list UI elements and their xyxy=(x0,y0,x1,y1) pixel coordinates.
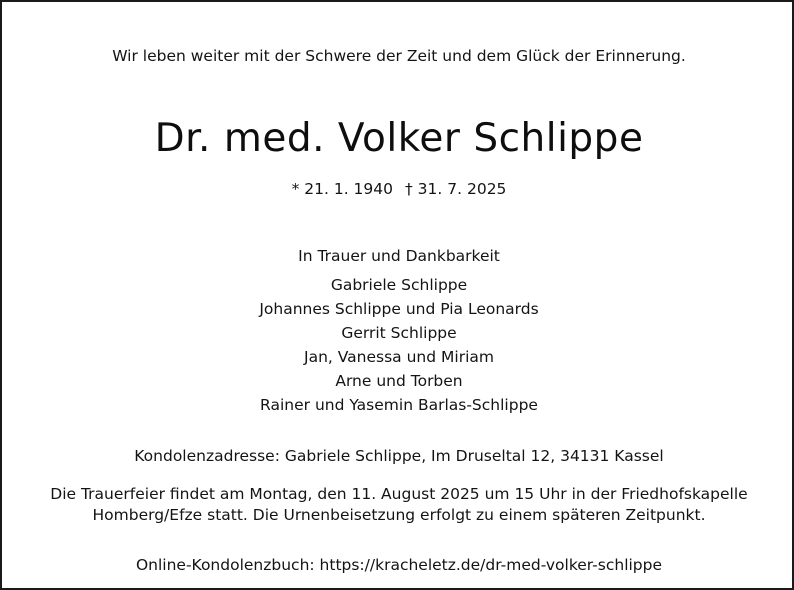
family-member: Gerrit Schlippe xyxy=(341,324,457,342)
family-member: Arne und Torben xyxy=(335,372,463,390)
life-dates xyxy=(2,182,794,198)
service-line: Die Trauerfeier findet am Montag, den 11. August 2025 um 15 Uhr in der Friedhofskapelle xyxy=(50,485,748,503)
death-date: † 31. 7. 2025 xyxy=(405,180,507,198)
family-list xyxy=(2,278,794,422)
deceased-name: Dr. med. Volker Schlippe xyxy=(154,116,644,161)
service-line: Homberg/Efze statt. Die Urnenbeisetzung erfolgt zu einem späteren Zeitpunkt. xyxy=(92,506,706,524)
mourning-intro: In Trauer und Dankbarkeit xyxy=(298,247,500,265)
condolence-address: Kondolenzadresse: Gabriele Schlippe, Im Druseltal 12, 34131 Kassel xyxy=(134,447,664,465)
funeral-service-info xyxy=(2,487,794,529)
family-member: Johannes Schlippe und Pia Leonards xyxy=(259,300,539,318)
family-member: Rainer und Yasemin Barlas-Schlippe xyxy=(260,396,538,414)
family-member: Gabriele Schlippe xyxy=(330,276,468,294)
birth-date: * 21. 1. 1940 xyxy=(291,180,393,198)
family-member: Jan, Vanessa und Miriam xyxy=(304,348,494,366)
motto: Wir leben weiter mit der Schwere der Zeit und dem Glück der Erinnerung. xyxy=(112,47,686,65)
online-condolence-book: Online-Kondolenzbuch: https://kracheletz.de/dr-med-volker-schlippe xyxy=(135,556,663,574)
